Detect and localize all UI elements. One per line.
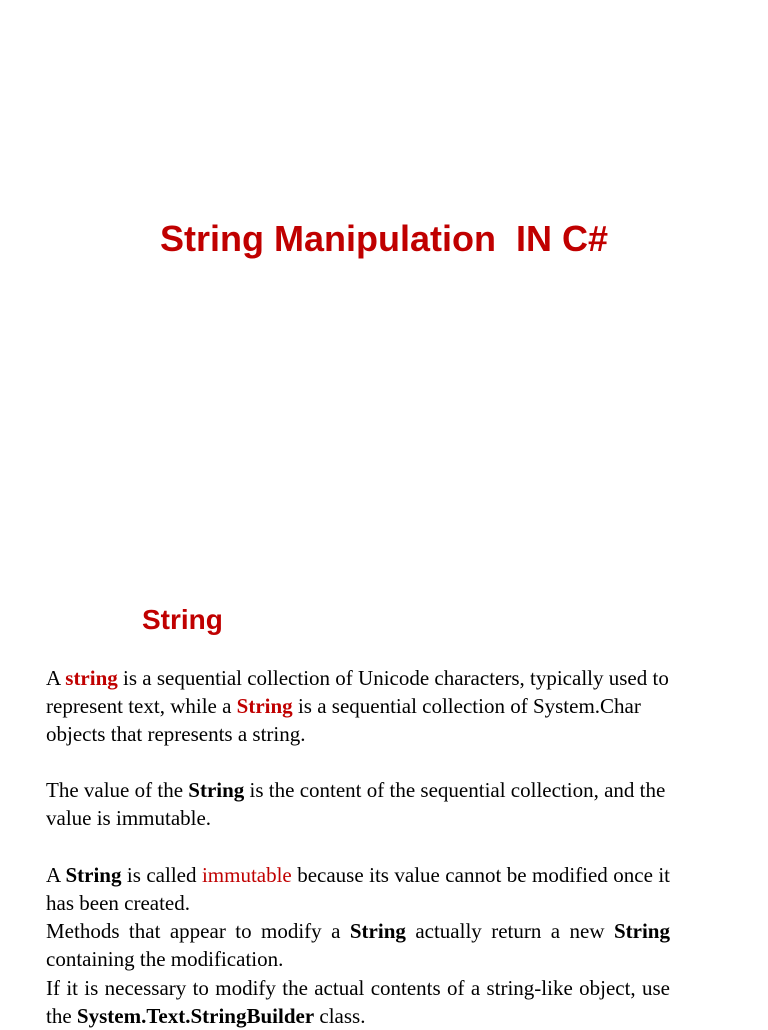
slide-title: String Manipulation IN C# xyxy=(160,218,608,259)
term-string-bold: String xyxy=(65,863,122,887)
text-fragment: containing the modification. xyxy=(46,947,284,971)
text-fragment: The value of the xyxy=(46,778,189,802)
term-stringbuilder: System.Text.StringBuilder xyxy=(76,1004,315,1028)
paragraph-immutable xyxy=(46,861,670,917)
term-string: string xyxy=(65,666,118,690)
text-fragment: because its value cannot be modified once it has been created. xyxy=(46,863,670,915)
section-heading: String xyxy=(142,604,223,635)
term-string-bold: String xyxy=(188,778,245,802)
term-string-class: String xyxy=(236,694,293,718)
paragraph-string-definition xyxy=(46,664,670,748)
text-fragment: If it is necessary to modify the actual contents of a string-like object, use the xyxy=(46,976,670,1028)
text-fragment: actually return a new xyxy=(405,919,614,943)
paragraph-modify-methods xyxy=(46,917,670,973)
text-fragment: A xyxy=(46,863,66,887)
term-string-bold: String xyxy=(349,919,406,943)
text-fragment: class. xyxy=(314,1004,366,1028)
text-fragment: Methods that appear to modify a xyxy=(46,919,350,943)
text-fragment: is the content of the sequential collection, and the value is immutable. xyxy=(46,778,666,830)
paragraph-stringbuilder xyxy=(46,974,670,1030)
term-immutable: immutable xyxy=(201,863,292,887)
term-string-bold: String xyxy=(613,919,670,943)
text-fragment: is a sequential collection of Unicode characters, typically used to represent text, while a xyxy=(46,666,669,718)
text-fragment: is a sequential collection of System.Char objects that represents a string. xyxy=(46,694,641,746)
paragraph-string-value xyxy=(46,776,670,832)
text-fragment: A xyxy=(46,666,66,690)
text-fragment: is called xyxy=(121,863,202,887)
